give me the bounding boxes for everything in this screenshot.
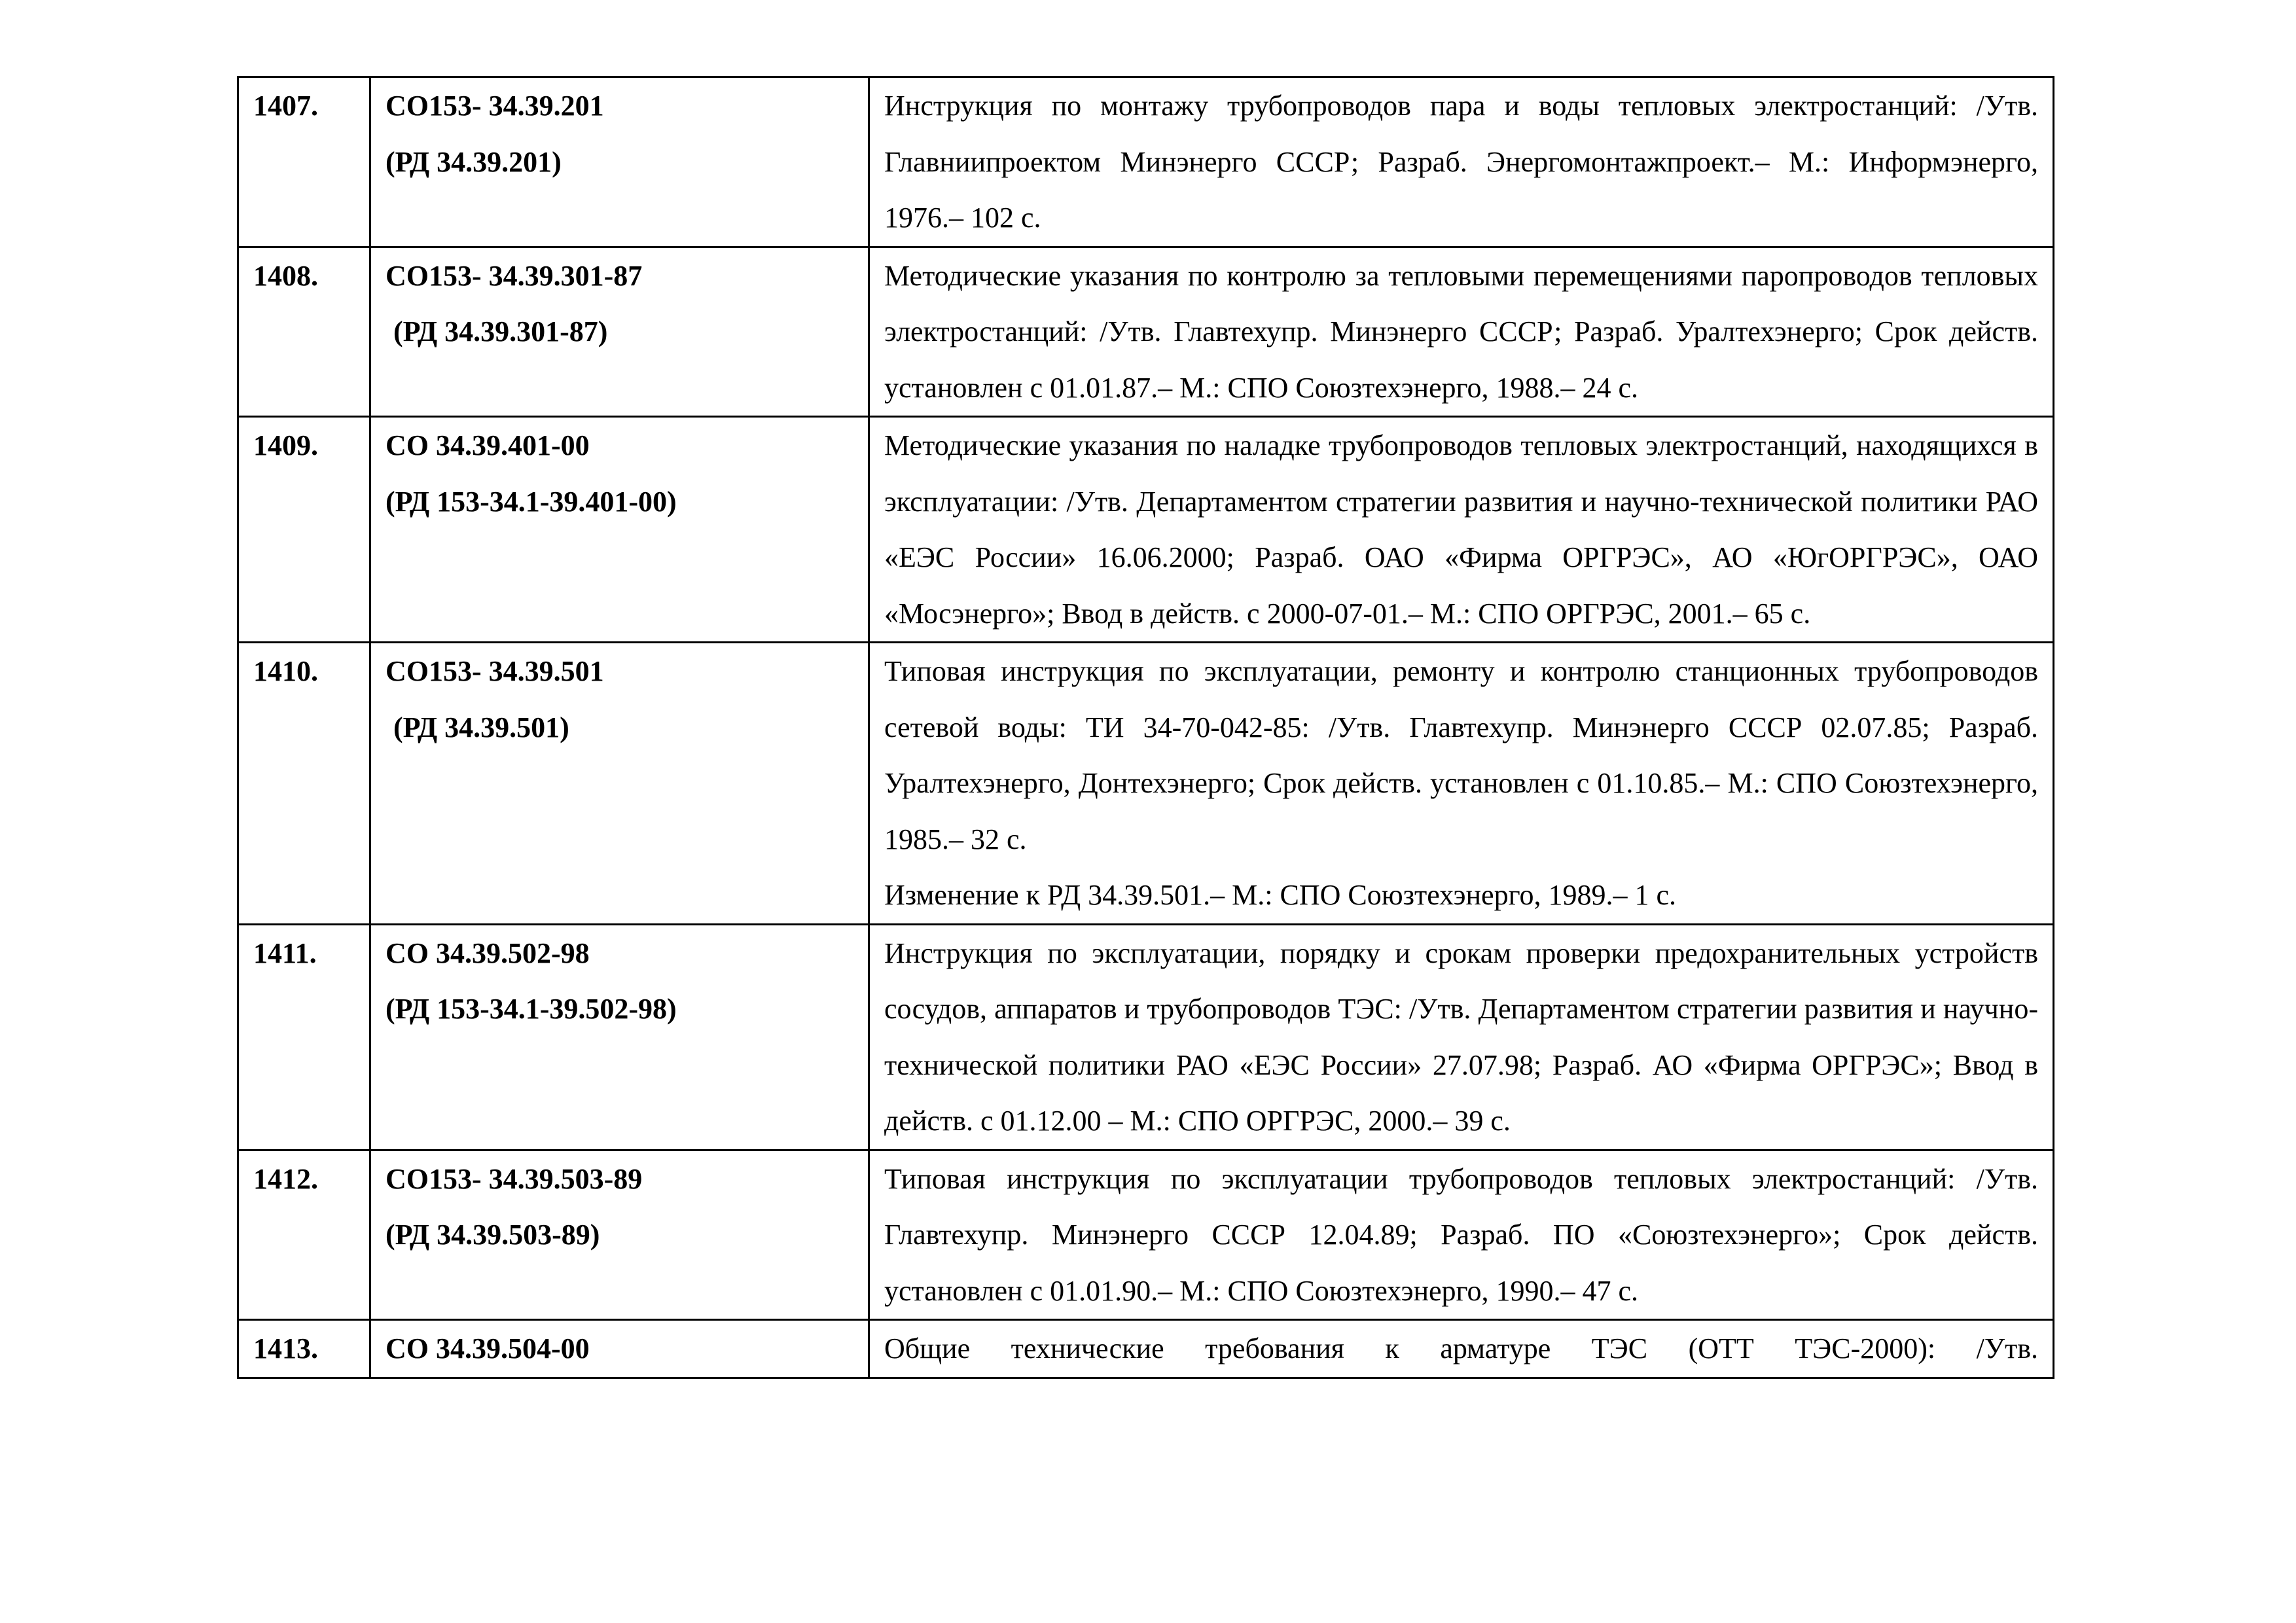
row-number: 1413. <box>238 1320 370 1378</box>
table-row <box>238 643 2054 925</box>
document-description: Методические указания по контролю за тепловыми перемещениями паропроводов тепловых электростанций: /Утв. Главтехупр. Минэнерго СССР; Разраб. Уралтехэнерго; Срок действ. установлен с 01.01.87.– М.: СПО Союзтехэнерго, 1988.– 24 с. <box>884 259 2038 404</box>
document-code: СО 34.39.502-98 <box>386 936 590 969</box>
document-description: Общие технические требования к арматуре ТЭС (ОТТ ТЭС-2000): /Утв. <box>884 1332 2038 1364</box>
table-row <box>238 77 2054 247</box>
document-code-alt: (РД 34.39.501) <box>393 711 569 743</box>
document-code-cell <box>370 924 869 1150</box>
document-amendment: Изменение к РД 34.39.501.– М.: СПО Союзтехэнерго, 1989.– 1 с. <box>884 879 1677 911</box>
row-number: 1410. <box>238 643 370 925</box>
document-code-cell <box>370 643 869 925</box>
table-row <box>238 417 2054 643</box>
document-code-cell <box>370 417 869 643</box>
document-description: Методические указания по наладке трубопроводов тепловых электростанций, находящихся в эксплуатации: /Утв. Департаментом стратегии развития и научно-технической политики РАО «ЕЭС России» 16.06.2000; Разраб. ОАО «Фирма ОРГРЭС», АО «ЮгОРГРЭС», ОАО «Мосэнерго»; Ввод в действ. с 2000-07-01.– М.: СПО ОРГРЭС, 2001.– 65 с. <box>884 429 2038 630</box>
document-description: Инструкция по эксплуатации, порядку и срокам проверки предохранительных устройств сосудов, аппаратов и трубопроводов ТЭС: /Утв. Департаментом стратегии развития и научно-технической политики РАО «ЕЭС России» 27.07.98; Разраб. АО «Фирма ОРГРЭС»; Ввод в действ. с 01.12.00 – М.: СПО ОРГРЭС, 2000.– 39 с. <box>884 936 2038 1137</box>
document-code-alt: (РД 34.39.503-89) <box>386 1219 600 1251</box>
document-description: Инструкция по монтажу трубопроводов пара и воды тепловых электростанций: /Утв. Главниипроектом Минэнерго СССР; Разраб. Энергомонтажпроект.– М.: Информэнерго, 1976.– 102 с. <box>884 90 2038 234</box>
document-code-cell <box>370 77 869 247</box>
document-description-cell <box>869 1320 2054 1378</box>
table-row <box>238 924 2054 1150</box>
row-number: 1407. <box>238 77 370 247</box>
document-code-cell <box>370 247 869 417</box>
document-description: Типовая инструкция по эксплуатации трубопроводов тепловых электростанций: /Утв. Главтехупр. Минэнерго СССР 12.04.89; Разраб. ПО «Союзтехэнерго»; Срок действ. установлен с 01.01.90.– М.: СПО Союзтехэнерго, 1990.– 47 с. <box>884 1162 2038 1307</box>
document-description: Типовая инструкция по эксплуатации, ремонту и контролю станционных трубопроводов сетевой воды: ТИ 34-70-042-85: /Утв. Главтехупр. Минэнерго СССР 02.07.85; Разраб. Уралтехэнерго, Донтехэнерго; Срок действ. установлен с 01.10.85.– М.: СПО Союзтехэнерго, 1985.– 32 с. <box>884 655 2038 855</box>
table-row <box>238 1150 2054 1320</box>
document-description-cell <box>869 247 2054 417</box>
document-description-cell <box>869 417 2054 643</box>
row-number: 1411. <box>238 924 370 1150</box>
document-code-cell <box>370 1320 869 1378</box>
document-code-alt: (РД 153-34.1-39.502-98) <box>386 993 677 1025</box>
document-description-cell <box>869 924 2054 1150</box>
document-code-alt: (РД 153-34.1-39.401-00) <box>386 485 677 518</box>
document-code: СО 34.39.504-00 <box>386 1332 590 1364</box>
document-description-cell <box>869 643 2054 925</box>
document-code: СО153- 34.39.201 <box>386 90 604 122</box>
table-row <box>238 1320 2054 1378</box>
document-code-alt: (РД 34.39.301-87) <box>393 315 608 348</box>
document-code: СО153- 34.39.301-87 <box>386 259 643 292</box>
document-description-cell <box>869 77 2054 247</box>
row-number: 1412. <box>238 1150 370 1320</box>
document-code-alt: (РД 34.39.201) <box>386 145 562 178</box>
document-code: СО 34.39.401-00 <box>386 429 590 461</box>
document-code: СО153- 34.39.501 <box>386 655 604 687</box>
document-code-cell <box>370 1150 869 1320</box>
table-row <box>238 247 2054 417</box>
row-number: 1408. <box>238 247 370 417</box>
standards-table <box>237 76 2054 1379</box>
document-description-cell <box>869 1150 2054 1320</box>
document-code: СО153- 34.39.503-89 <box>386 1162 643 1195</box>
row-number: 1409. <box>238 417 370 643</box>
